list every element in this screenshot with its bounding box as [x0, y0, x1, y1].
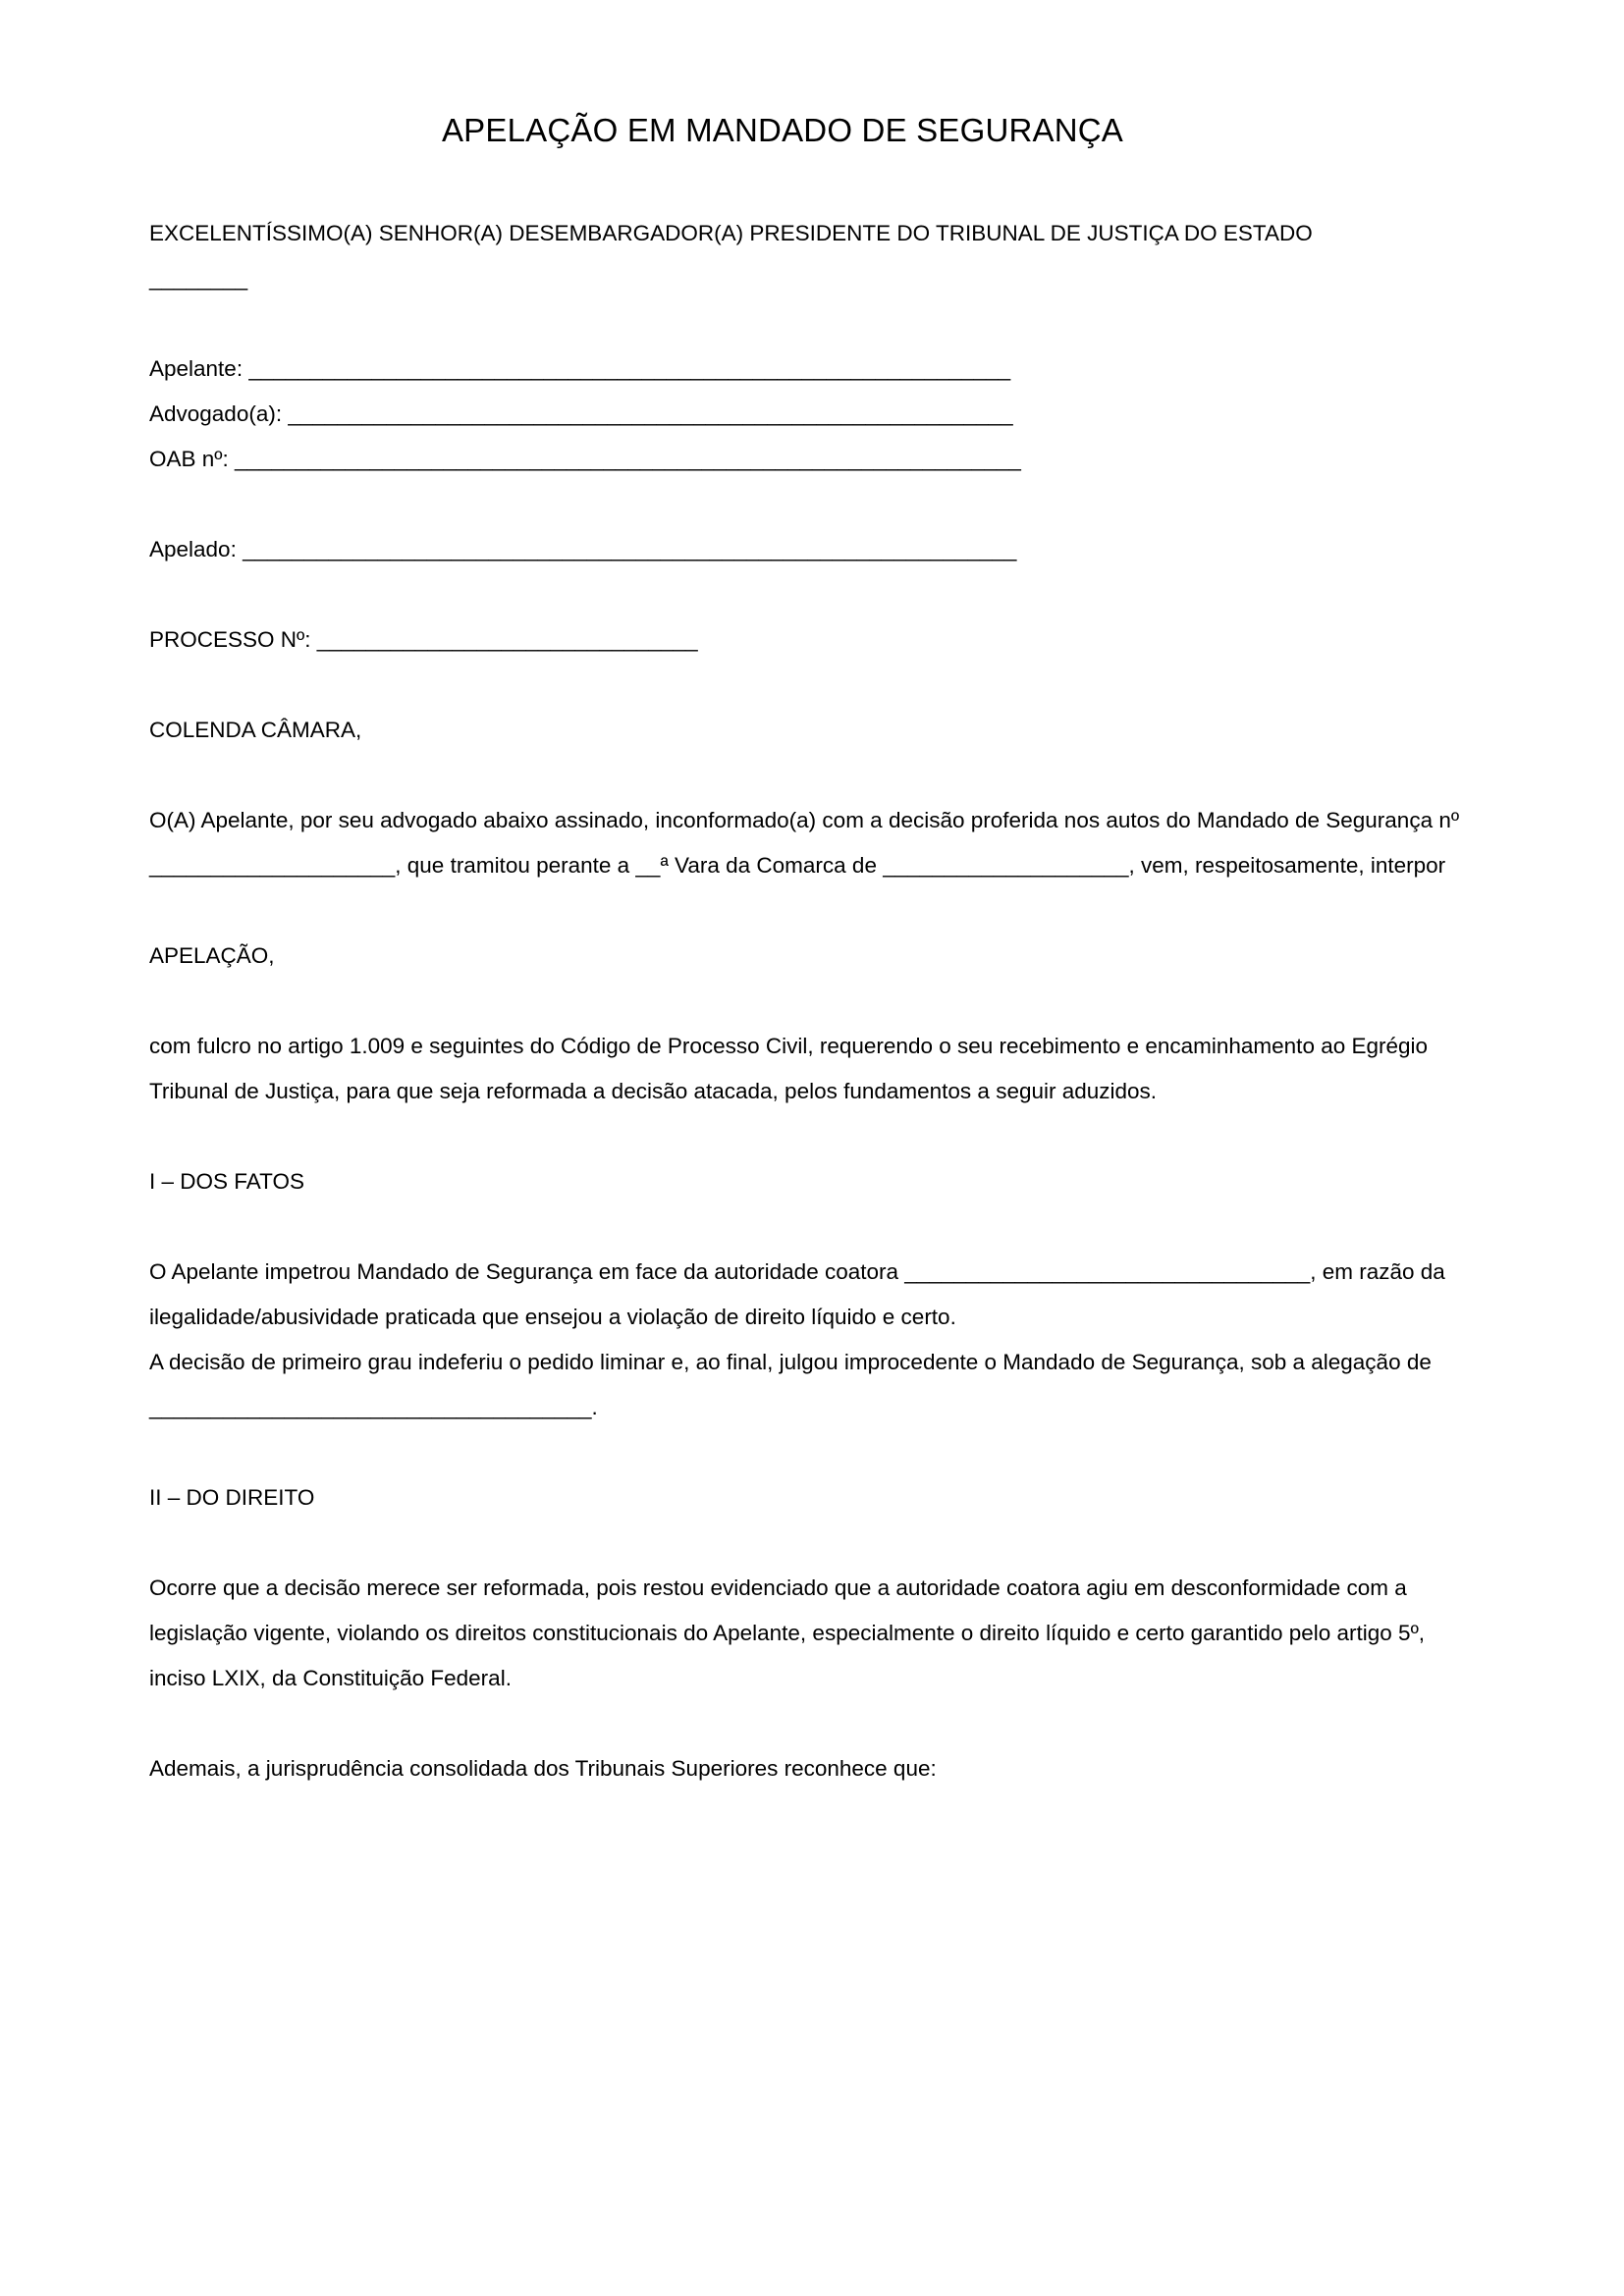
spacer: [149, 663, 1485, 708]
direito-paragraph-2: Ademais, a jurisprudência consolidada dos Tribunais Superiores reconhece que:: [149, 1756, 937, 1782]
direito-paragraph-1: Ocorre que a decisão merece ser reformada, pois restou evidenciado que a autoridade coatora agiu em desconformidade com a legislação vigente, violando os direitos constitucionais do Apelante, especialmente o direito líquido e certo garantido pelo artigo 5º, inciso LXIX, da Constituição Federal.: [149, 1575, 1432, 1691]
section-heading-fatos: I – DOS FATOS: [149, 1169, 304, 1195]
fatos-paragraph-2: A decisão de primeiro grau indeferiu o pedido liminar e, ao final, julgou improcedente o Mandado de Segurança, sob a alegação de ____________________________________.: [149, 1350, 1438, 1420]
spacer: [149, 572, 1485, 617]
salutation: COLENDA CÂMARA,: [149, 718, 362, 743]
addressee-state-blank: ________: [149, 266, 248, 292]
field-apelado: Apelado: _______________________________________________________________: [149, 537, 1017, 562]
spacer: [149, 482, 1485, 527]
spacer: [149, 1701, 1485, 1746]
section-heading-direito: II – DO DIREITO: [149, 1485, 315, 1511]
page-title: APELAÇÃO EM MANDADO DE SEGURANÇA: [441, 112, 1124, 148]
preamble-paragraph: O(A) Apelante, por seu advogado abaixo assinado, inconformado(a) com a decisão proferida nos autos do Mandado de Segurança nº ____________________, que tramitou perante a __ª Vara da Comarca de ____________________, vem, respeitosamente, interpor: [149, 808, 1466, 879]
field-processo-numero: PROCESSO Nº: _______________________________: [149, 627, 698, 653]
fatos-paragraph-1: O Apelante impetrou Mandado de Segurança em face da autoridade coatora _________________________________, em razão da ilegalidade/abusividade praticada que ensejou a violação de direito líquido e certo.: [149, 1259, 1452, 1330]
field-advogado: Advogado(a): ___________________________________________________________: [149, 401, 1013, 427]
parties-block: [149, 347, 1485, 482]
document-body: [149, 0, 1485, 1791]
spacer: [149, 1114, 1485, 1159]
legal-basis-paragraph: com fulcro no artigo 1.009 e seguintes do Código de Processo Civil, requerendo o seu recebimento e encaminhamento ao Egrégio Tribunal de Justiça, para que seja reformada a decisão atacada, pelos fundamentos a seguir aduzidos.: [149, 1034, 1434, 1104]
spacer: [149, 1430, 1485, 1475]
addressee-line: EXCELENTÍSSIMO(A) SENHOR(A) DESEMBARGADOR(A) PRESIDENTE DO TRIBUNAL DE JUSTIÇA DO ESTADO: [149, 221, 1313, 246]
spacer: [149, 1521, 1485, 1566]
spacer: [149, 888, 1485, 934]
addressee-block: [149, 150, 1485, 301]
field-oab: OAB nº: ________________________________________________________________: [149, 447, 1021, 472]
spacer: [149, 753, 1485, 798]
spacer: [149, 979, 1485, 1024]
spacer: [149, 1204, 1485, 1250]
field-apelante: Apelante: ______________________________________________________________: [149, 356, 1011, 382]
appeal-keyword: APELAÇÃO,: [149, 943, 275, 969]
spacer: [149, 301, 1485, 347]
